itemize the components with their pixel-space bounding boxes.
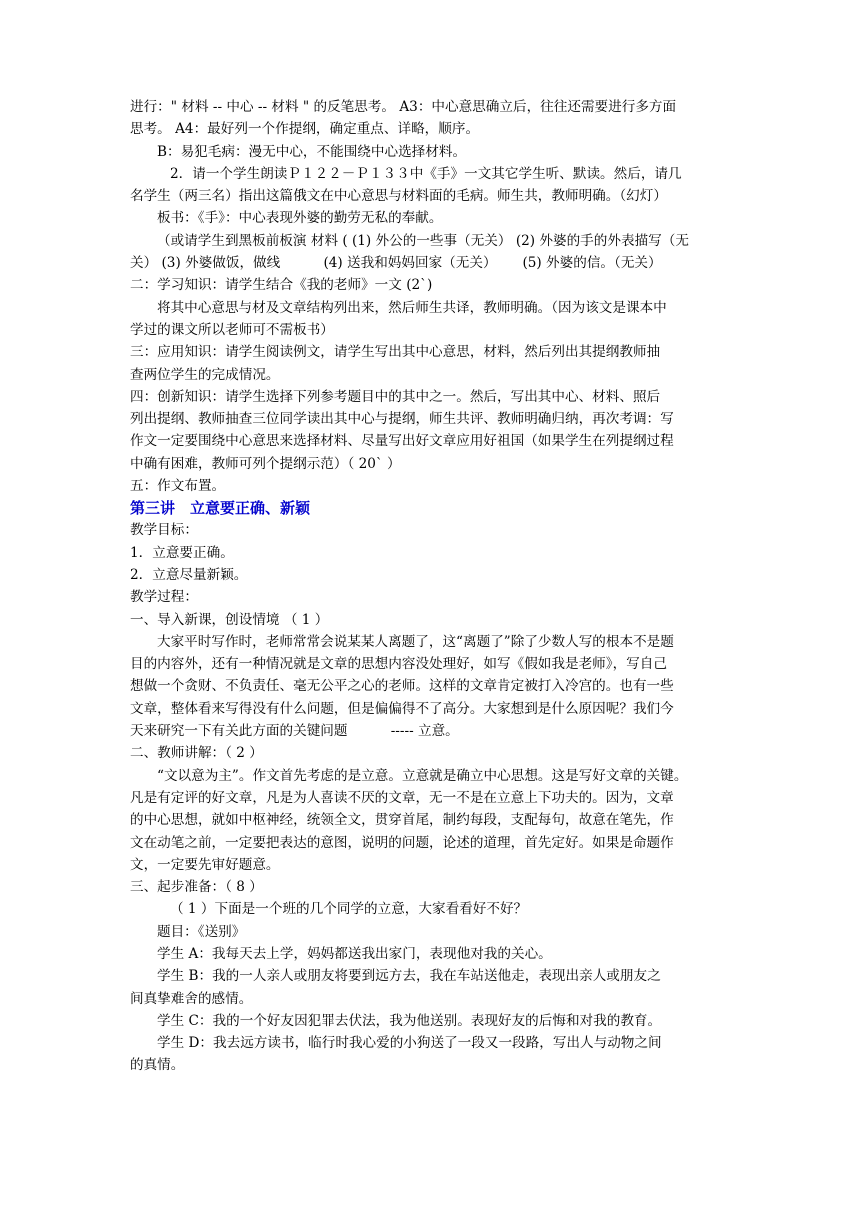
- text-line: 想做一个贪财、不负责任、毫无公平之心的老师。这样的文章肯定被打入冷宫的。也有一些: [130, 678, 674, 695]
- text-line: 题目：《送别》: [157, 923, 246, 940]
- text-line: 查两位学生的完成情况。: [130, 366, 280, 383]
- text-line: 凡是有定评的好文章，凡是为人喜读不厌的文章，无一不是在立意上下功夫的。因为，文章: [130, 789, 674, 806]
- text-line: 文在动笔之前，一定要把表达的意图，说明的问题，论述的道理，首先定好。如果是命题作: [130, 834, 674, 851]
- text-line: 列出提纲、教师抽查三位同学读出其中心与提纲，师生共评、教师明确归纳，再次考调：写: [130, 411, 674, 428]
- text-line: 目的内容外，还有一种情况就是文章的思想内容没处理好，如写《假如我是老师》，写自己: [130, 656, 667, 673]
- text-line: 学生 D：我去远方读书，临行时我心爱的小狗送了一段又一段路，写出人与动物之间: [157, 1035, 662, 1052]
- text-line: 思考。 A4：最好列一个作提纲，确定重点、详略，顺序。: [130, 121, 480, 138]
- text-line: 学过的课文所以老师可不需板书）: [130, 321, 334, 338]
- text-line: 一、导入新课，创设情境 （ 1 ）: [130, 611, 329, 628]
- text-line: （或请学生到黑板前板演 材料 ( (1) 外公的一些事（无关） (2) 外婆的手的外表描写（无: [157, 232, 689, 249]
- text-line: （ 1 ）下面是一个班的几个同学的立意，大家看看好不好？: [170, 901, 528, 918]
- text-line: 三、起步准备：（ 8 ）: [130, 879, 263, 896]
- text-line: 将其中心意思与材及文章结构列出来，然后师生共译，教师明确。（因为该文是课本中: [157, 299, 667, 316]
- text-line: 板书：《手》：中心表现外婆的勤劳无私的奉献。: [157, 210, 443, 227]
- text-line: 三：应用知识：请学生阅读例文，请学生写出其中心意思，材料，然后列出其提纲教师抽: [130, 344, 661, 361]
- document-page: [130, 96, 730, 1077]
- text-line: 教学目标：: [130, 522, 198, 539]
- text-line: 的真情。: [130, 1057, 185, 1074]
- text-line: 文，一定要先审好题意。: [130, 856, 280, 873]
- text-line: 的中心思想，就如中枢神经，统领全文，贯穿首尾，制约每段，支配每句，故意在笔先，作: [130, 812, 674, 829]
- text-line: 间真挚难舍的感情。: [130, 990, 253, 1007]
- text-line: 1．立意要正确。: [130, 544, 234, 561]
- text-line: 作文一定要围绕中心意思来选择材料、尽量写出好文章应用好祖国（如果学生在列提纲过程: [130, 433, 674, 450]
- text-line: B：易犯毛病：漫无中心，不能围绕中心选择材料。: [157, 143, 467, 160]
- text-line: 教学过程：: [130, 589, 198, 606]
- text-line: 四：创新知识：请学生选择下列参考题目中的其中之一。然后，写出其中心、材料、照后: [130, 388, 661, 405]
- text-line: “文以意为主”。作文首先考虑的是立意。立意就是确立中心思想。这是写好文章的关键。: [157, 767, 688, 784]
- text-line: 名学生（两三名）指出这篇俄文在中心意思与材料面的毛病。师生共，教师明确。（幻灯）: [130, 188, 667, 205]
- text-line: 学生 C：我的一个好友因犯罪去伏法，我为他送别。表现好友的后悔和对我的教育。: [157, 1012, 662, 1029]
- text-line: 2．立意尽量新颖。: [130, 566, 248, 583]
- text-line: 关） (3) 外婆做饭，做线 (4) 送我和妈妈回家（无关） (5) 外婆的信。（无关）: [130, 255, 662, 272]
- text-line: 大家平时写作时，老师常常会说某某人离题了，这“离题了”除了少数人写的根本不是题: [157, 633, 674, 650]
- text-line: 中确有困难，教师可列个提纲示范）（ 20` ）: [130, 455, 401, 472]
- text-line: 五：作文布置。: [130, 478, 226, 495]
- text-line: 二、教师讲解：（ 2 ）: [130, 745, 263, 762]
- text-line: 二：学习知识：请学生结合《我的老师》一文 (2`): [130, 277, 433, 294]
- text-line: 2．请一个学生朗读Ｐ１２２－Ｐ１３３中《手》一文其它学生听、默读。然后，请几: [170, 165, 682, 182]
- text-line: 天来研究一下有关此方面的关键问题 ----- 立意。: [130, 723, 459, 740]
- text-line: 学生 B：我的一人亲人或朋友将要到远方去，我在车站送他走，表现出亲人或朋友之: [157, 968, 661, 985]
- text-line: 文章，整体看来写得没有什么问题，但是偏偏得不了高分。大家想到是什么原因呢？我们今: [130, 700, 674, 717]
- text-line: 进行：" 材料 -- 中心 -- 材料 " 的反笔思考。 A3：中心意思确立后，往往还需要进行多方面: [130, 99, 677, 115]
- section-heading: 第三讲 立意要正确、新颖: [130, 499, 311, 518]
- text-line: 学生 A：我每天去上学，妈妈都送我出家门，表现他对我的关心。: [157, 945, 552, 962]
